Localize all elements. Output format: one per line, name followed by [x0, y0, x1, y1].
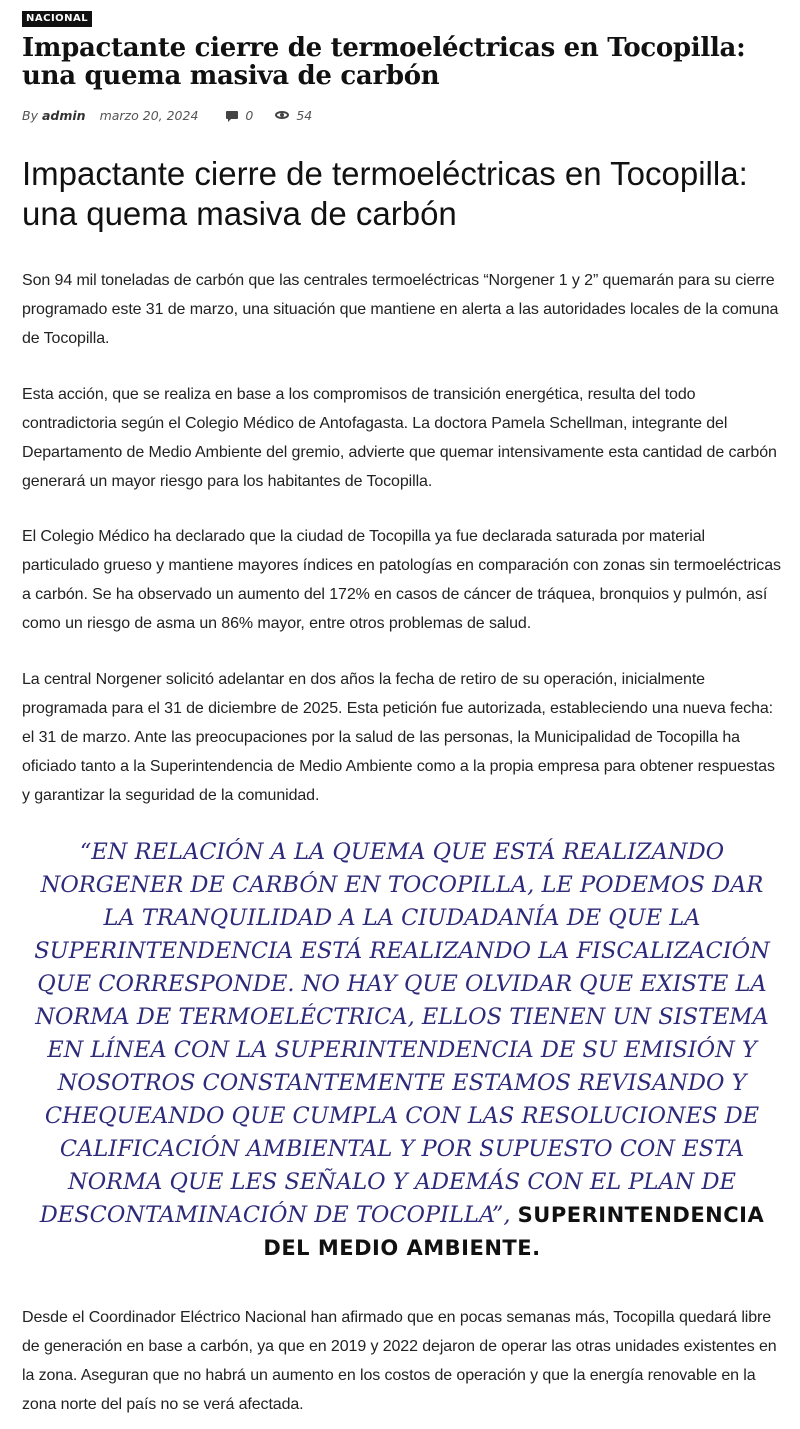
- paragraph-2: Esta acción, que se realiza en base a los compromisos de transición energética, resulta del todo contradictoria según el Colegio Médico de Antofagasta. La doctora Pamela Schellman, integrante del Departamento de Medio Ambiente del gremio, advierte que quemar intensivamente esta cantidad de carbón generará un mayor riesgo para los habitantes de Tocopilla.: [22, 386, 777, 490]
- page-headline: Impactante cierre de termoeléctricas en Tocopilla: una quema masiva de carbón: [22, 33, 746, 91]
- category-badge[interactable]: NACIONAL: [22, 11, 92, 27]
- quote-source: SUPERINTENDENCIA DEL MEDIO AMBIENTE.: [263, 1203, 765, 1260]
- paragraph-1: Son 94 mil toneladas de carbón que las centrales termoeléctricas “Norgener 1 y 2” quemarán para su cierre programado este 31 de marzo, una situación que mantiene en alerta a las autoridades locales de la comuna de Tocopilla.: [22, 272, 779, 347]
- comment-icon[interactable]: [226, 111, 238, 119]
- byline-prefix: By: [22, 107, 38, 123]
- paragraph-3: El Colegio Médico ha declarado que la ciudad de Tocopilla ya fue declarada saturada por material particulado grueso y mantiene mayores índices en patologías en comparación con zonas sin termoeléctricas a carbón. Se ha observado un aumento del 172% en casos de cáncer de tráquea, bronquios y pulmón, así como un riesgo de asma un 86% mayor, entre otros problemas de salud.: [22, 528, 781, 632]
- eye-icon: [275, 111, 289, 119]
- post-meta: [22, 106, 312, 124]
- article-title: Impactante cierre de termoeléctricas en Tocopilla: una quema masiva de carbón: [22, 155, 748, 232]
- author-link[interactable]: admin: [41, 107, 86, 123]
- paragraph-4: La central Norgener solicitó adelantar en dos años la fecha de retiro de su operación, inicialmente programada para el 31 de diciembre de 2025. Esta petición fue autorizada, estableciendo una nueva fecha: el 31 de marzo. Ante las preocupaciones por la salud de las personas, la Municipalidad de Tocopilla ha oficiado tanto a la Superintendencia de Medio Ambiente como a la propia empresa para obtener respuestas y garantizar la seguridad de la comunidad.: [22, 671, 775, 804]
- comment-count[interactable]: 0: [245, 107, 254, 123]
- post-date: marzo 20, 2024: [99, 107, 199, 123]
- quote-text: “EN RELACIÓN A LA QUEMA QUE ESTÁ REALIZANDO NORGENER DE CARBÓN EN TOCOPILLA, LE PODEMOS DAR LA TRANQUILIDAD A LA CIUDADANÍA DE QUE LA SUPERINTENDENCIA ESTÁ REALIZANDO LA FISCALIZACIÓN QUE CORRESPONDE. NO HAY QUE OLVIDAR QUE EXISTE LA NORMA DE TERMOELÉCTRICA, ELLOS TIENEN UN SISTEMA EN LÍNEA CON LA SUPERINTENDENCIA DE SU EMISIÓN Y NOSOTROS CONSTANTEMENTE ESTAMOS REVISANDO Y CHEQUEANDO QUE CUMPLA CON LAS RESOLUCIONES DE CALIFICACIÓN AMBIENTAL Y POR SUPUESTO CON ESTA NORMA QUE LES SEÑALO Y ADEMÁS CON EL PLAN DE DESCONTAMINACIÓN DE TOCOPILLA”,: [34, 839, 770, 1228]
- view-count: 54: [296, 107, 313, 123]
- pull-quote: [22, 836, 782, 1265]
- paragraph-5: Desde el Coordinador Eléctrico Nacional han afirmado que en pocas semanas más, Tocopilla quedará libre de generación en base a carbón, ya que en 2019 y 2022 dejaron de operar las otras unidades existentes en la zona. Aseguran que no habrá un aumento en los costos de operación y que la energía renovable en la zona norte del país no se verá afectada.: [22, 1309, 777, 1413]
